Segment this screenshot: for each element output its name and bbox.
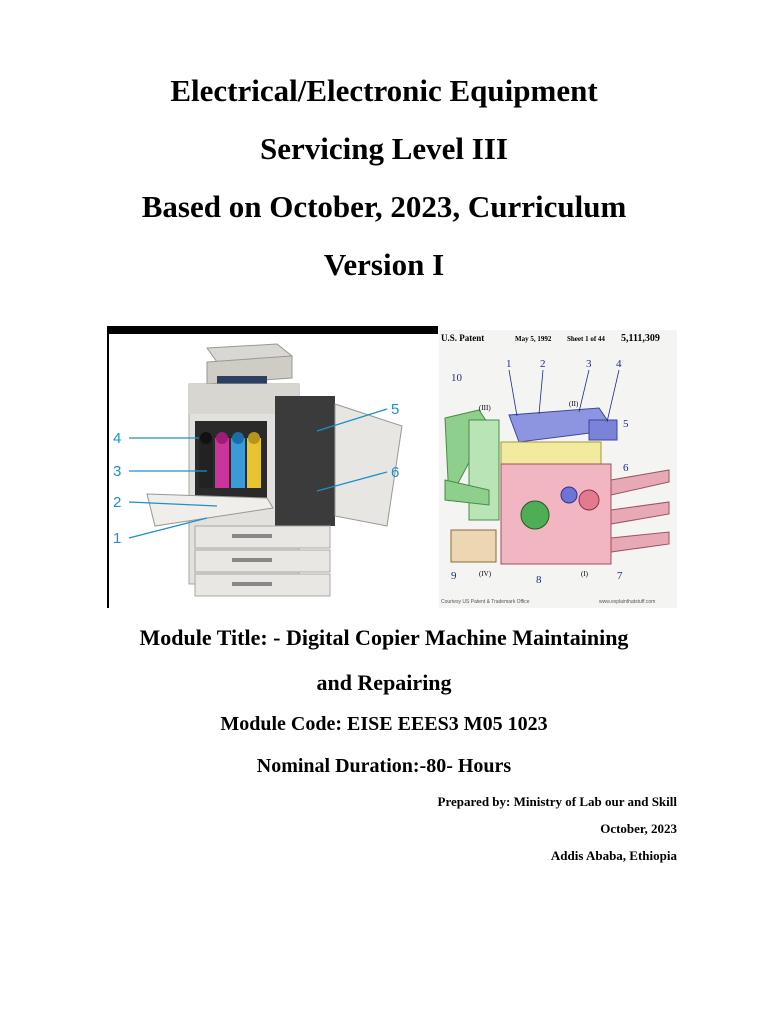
patent-header-sheet: Sheet 1 of 44 — [567, 335, 605, 343]
patent-number-3: 3 — [586, 358, 592, 370]
title-line-3: Based on October, 2023, Curriculum — [141, 189, 627, 224]
photo-border-top — [107, 326, 438, 334]
patent-number-8: 8 — [536, 574, 542, 586]
patent-drawing — [439, 330, 677, 608]
patent-header-number: 5,111,309 — [621, 333, 660, 344]
module-code: Module Code: EISE EEES3 M05 1023 — [220, 713, 548, 735]
patent-header-date: May 5, 1992 — [515, 335, 552, 343]
patent-number-5: 5 — [623, 418, 629, 430]
callout-1: 1 — [113, 530, 122, 547]
patent-section-iv: (IV) — [479, 570, 492, 578]
callout-5: 5 — [391, 401, 400, 418]
copier-photo — [107, 326, 438, 608]
patent-number-6: 6 — [623, 462, 629, 474]
patent-number-2: 2 — [540, 358, 546, 370]
patent-number-10: 10 — [451, 372, 462, 384]
title-line-4: Version I — [323, 247, 445, 282]
patent-number-1: 1 — [506, 358, 512, 370]
title-line-2: Servicing Level III — [260, 131, 508, 166]
callout-6: 6 — [391, 464, 400, 481]
patent-section-i: (I) — [581, 570, 588, 578]
prepared-place: Addis Ababa, Ethiopia — [550, 848, 677, 863]
photo-border-left — [107, 326, 109, 608]
patent-number-9: 9 — [451, 570, 457, 582]
patent-diagram — [439, 330, 677, 608]
callout-4: 4 — [113, 430, 122, 447]
prepared-date: October, 2023 — [600, 821, 677, 836]
patent-footer-right: www.explainthatstuff.com — [599, 599, 656, 605]
patent-header-label: U.S. Patent — [441, 333, 485, 343]
patent-number-4: 4 — [616, 358, 622, 370]
nominal-duration: Nominal Duration:-80- Hours — [256, 755, 512, 777]
copier-illustration — [107, 326, 438, 608]
prepared-by: Prepared by: Ministry of Lab our and Skill — [437, 794, 677, 809]
callout-2: 2 — [113, 494, 122, 511]
patent-footer-left: Courtesy US Patent & Trademark Office — [441, 599, 530, 605]
module-title-line-2: and Repairing — [316, 670, 452, 695]
patent-number-7: 7 — [617, 570, 623, 582]
patent-section-iii: (III) — [479, 404, 491, 412]
title-line-1: Electrical/Electronic Equipment — [170, 73, 598, 108]
patent-section-ii: (II) — [569, 400, 579, 408]
callout-3: 3 — [113, 463, 122, 480]
module-title-line-1: Module Title: - Digital Copier Machine Maintaining — [139, 625, 629, 650]
